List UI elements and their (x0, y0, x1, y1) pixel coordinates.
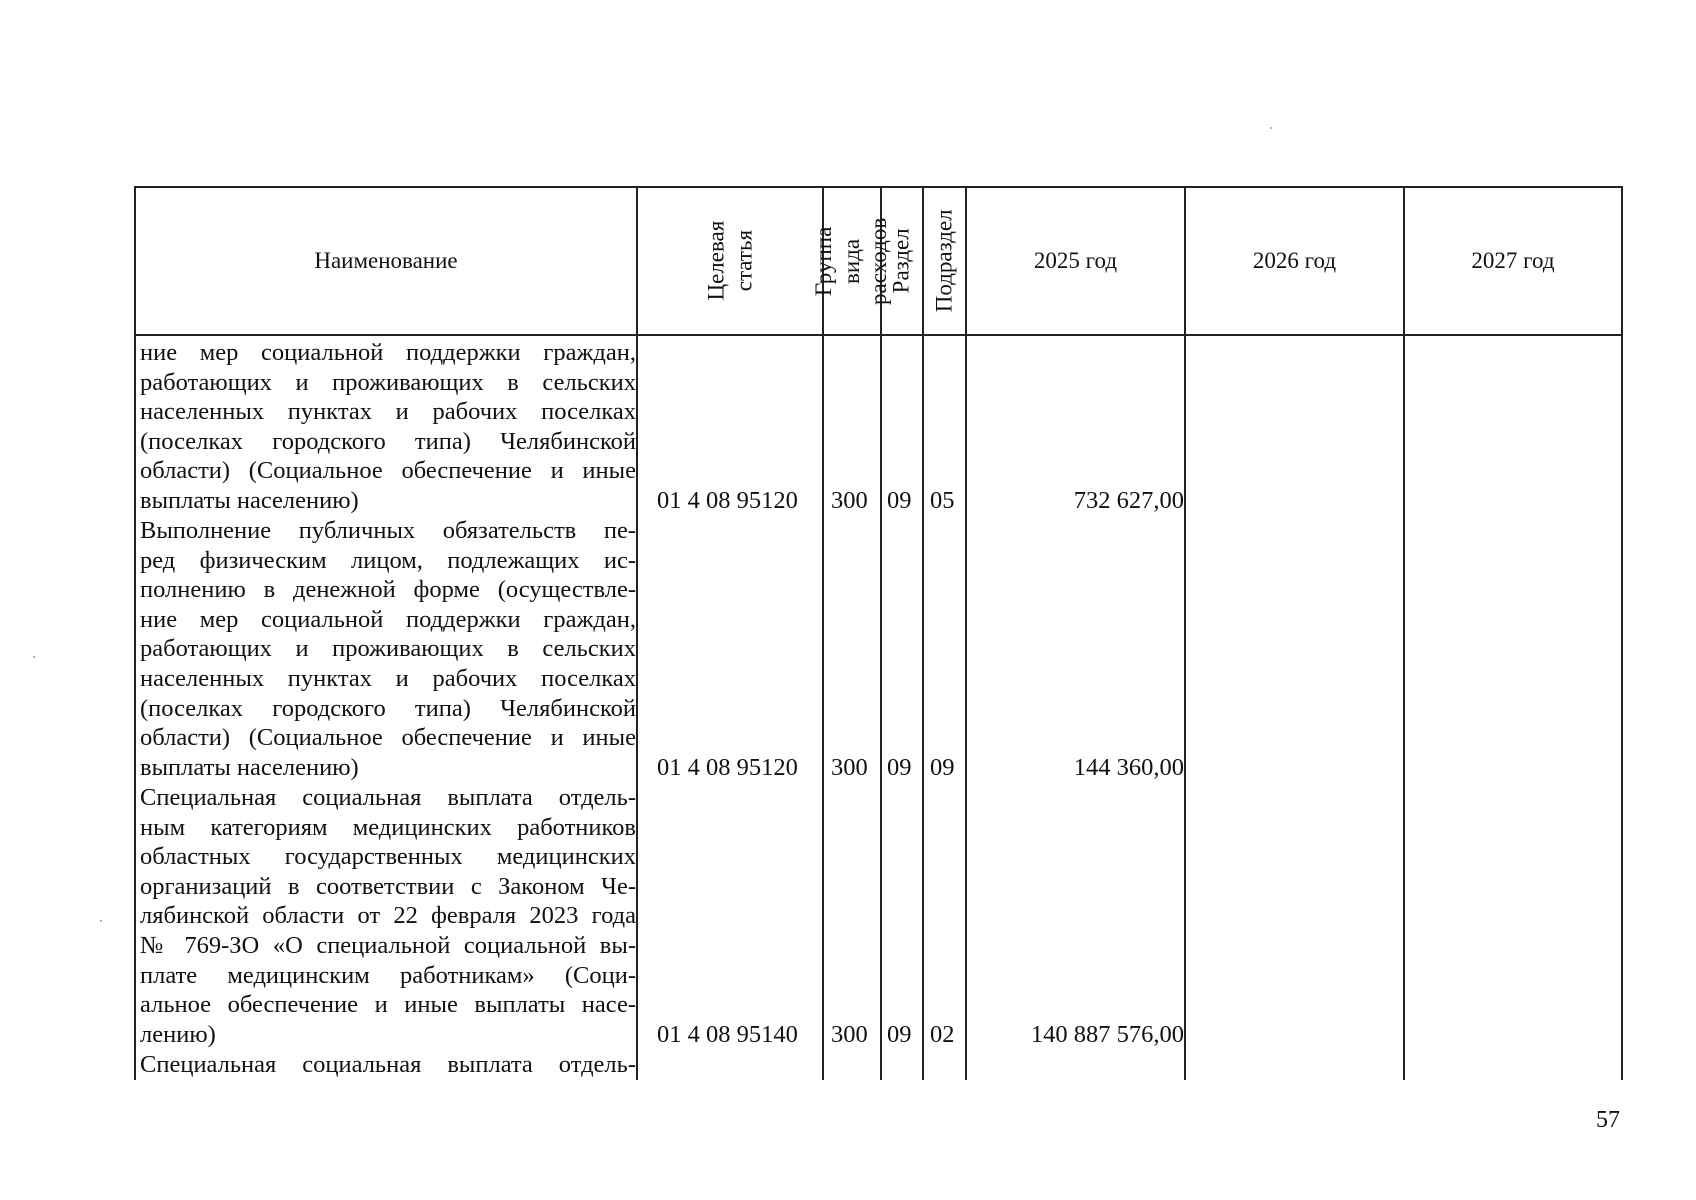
row-2-subsection: 09 (930, 754, 955, 781)
row-1-line: (поселках городского типа) Челябинской (140, 427, 636, 455)
header-name: Наименование (314, 247, 458, 273)
row-3-line: плате медицинским работникам» (Соци- (140, 961, 636, 989)
header-group-label: Группа вида расходов (811, 217, 892, 305)
header-2026: 2026 год (1252, 247, 1337, 273)
row-3-line: альное обеспечение и иные выплаты насе- (140, 991, 636, 1019)
row-2-line: работающих и проживающих в сельских (140, 635, 636, 663)
row-2-section: 09 (887, 754, 912, 781)
row-1-line: области) (Социальное обеспечение и иные (140, 457, 636, 485)
row-2-line: выплаты населению) (140, 753, 359, 781)
header-target-label: Целевая статья (703, 221, 756, 301)
scan-speck (1270, 127, 1272, 129)
row-3-target: 01 4 08 95140 (657, 1021, 798, 1048)
page-number: 57 (1596, 1107, 1620, 1133)
header-subsection-label: Подраздел (931, 209, 957, 313)
row-3-name (140, 783, 636, 1049)
row-2-line: ред физическим лицом, подлежащих ис- (140, 546, 636, 574)
row-3-line: № 769-ЗО «О специальной социальной вы- (140, 931, 636, 959)
header-section-label: Раздел (889, 228, 915, 294)
row-3-subsection: 02 (930, 1021, 955, 1048)
row-3-line: областных государственных медицинских (140, 843, 636, 871)
row-1-target: 01 4 08 95120 (657, 487, 798, 514)
row-4-name (140, 1050, 636, 1080)
row-2-line: (поселках городского типа) Челябинской (140, 694, 636, 722)
row-4-line: Специальная социальная выплата отдель- (140, 1051, 636, 1078)
row-1-line: работающих и проживающих в сельских (140, 368, 636, 396)
header-group (811, 188, 892, 334)
row-1-subsection: 05 (930, 487, 955, 514)
budget-table (134, 186, 1623, 1080)
row-1-line: ние мер социальной поддержки граждан, (140, 339, 636, 366)
row-1-line: выплаты населению) (140, 486, 359, 514)
row-2-line: области) (Социальное обеспечение и иные (140, 724, 636, 752)
scan-speck (100, 920, 102, 922)
row-2-group: 300 (831, 754, 868, 781)
scan-speck (33, 656, 35, 658)
row-2-2025: 144 360,00 (1073, 754, 1184, 781)
row-2-line: населенных пунктах и рабочих поселках (140, 664, 636, 692)
header-bottom-border (134, 334, 1623, 336)
row-1-2025: 732 627,00 (1073, 487, 1184, 514)
header-2027: 2027 год (1471, 247, 1555, 273)
row-2-line: ние мер социальной поддержки граждан, (140, 605, 636, 633)
row-3-group: 300 (831, 1021, 868, 1048)
row-2-line: Выполнение публичных обязательств пе- (140, 517, 636, 544)
row-2-line: полнению в денежной форме (осуществле- (140, 576, 636, 604)
row-3-line: организаций в соответствии с Законом Че- (140, 872, 636, 900)
col-border-right (1621, 186, 1623, 1080)
row-1-name (140, 338, 636, 516)
row-3-section: 09 (887, 1021, 912, 1048)
row-3-line: Специальная социальная выплата отдель- (140, 784, 636, 811)
header-section (882, 188, 922, 334)
row-3-line: лению) (140, 1020, 216, 1048)
row-2-name (140, 516, 636, 782)
row-1-group: 300 (831, 487, 868, 514)
row-3-line: ным категориям медицинских работников (140, 813, 636, 841)
row-3-2025: 140 887 576,00 (1030, 1021, 1184, 1048)
row-3-line: лябинской области от 22 февраля 2023 года (140, 902, 636, 930)
row-2-target: 01 4 08 95120 (657, 754, 798, 781)
header-subsection (924, 188, 965, 334)
header-target (638, 188, 822, 334)
header-2025: 2025 год (1033, 247, 1118, 273)
row-1-line: населенных пунктах и рабочих поселках (140, 398, 636, 426)
row-1-section: 09 (887, 487, 912, 514)
